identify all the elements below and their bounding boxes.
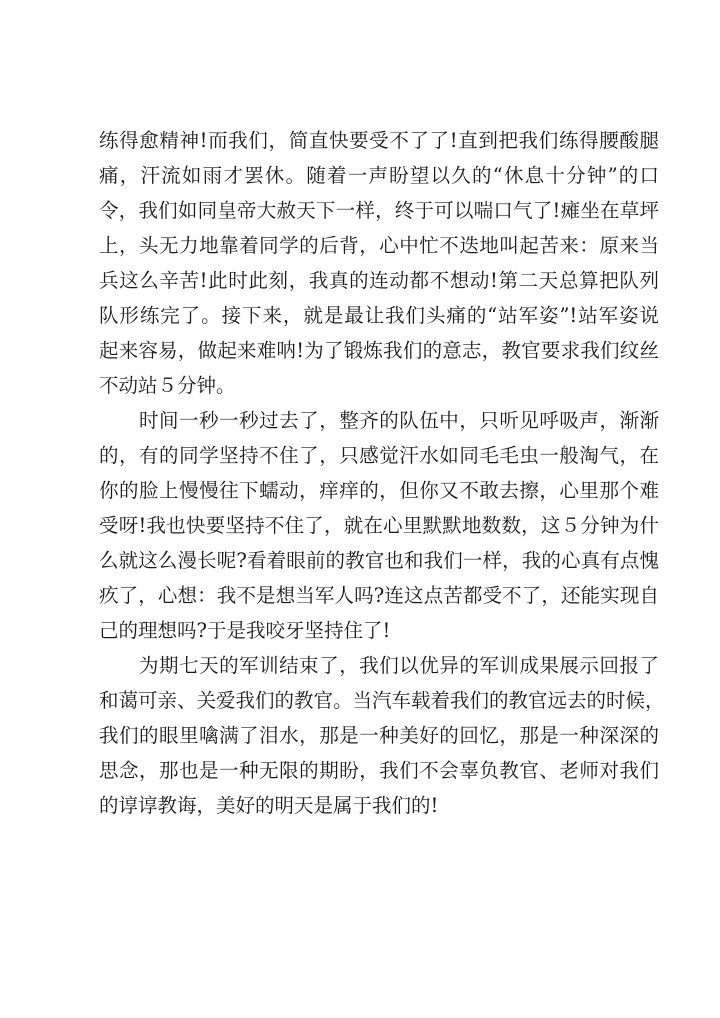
text-line: 么就这么漫长呢?看着眼前的教官也和我们一样，我的心真有点愧 [99, 549, 659, 572]
text-line: 我们的眼里噙满了泪水，那是一种美好的回忆，那是一种深深的 [99, 724, 659, 747]
text-line: 令，我们如同皇帝大赦天下一样，终于可以喘口气了!瘫坐在草坪 [99, 199, 659, 222]
text-line: 受呀!我也快要坚持不住了，就在心里默默地数数，这５分钟为什 [99, 514, 659, 537]
paragraph-3 [99, 648, 665, 823]
text-line: 你的脸上慢慢往下蠕动，痒痒的，但你又不敢去擦，心里那个难 [99, 479, 659, 502]
text-line: 疚了，心想：我不是想当军人吗?连这点苦都受不了，还能实现自 [99, 584, 659, 607]
text-line: 的谆谆教诲，美好的明天是属于我们的! [99, 794, 439, 817]
text-line: 时间一秒一秒过去了，整齐的队伍中，只听见呼吸声，渐渐 [99, 409, 659, 432]
text-line: 不动站５分钟。 [99, 374, 236, 397]
text-line: 起来容易，做起来难呐!为了锻炼我们的意志，教官要求我们纹丝 [99, 339, 659, 362]
text-line: 练得愈精神!而我们，简直快要受不了了!直到把我们练得腰酸腿 [99, 129, 659, 152]
text-line: 为期七天的军训结束了，我们以优异的军训成果展示回报了 [99, 654, 659, 677]
text-line: 兵这么辛苦!此时此刻，我真的连动都不想动!第二天总算把队列 [99, 269, 659, 292]
paragraph-1 [99, 123, 659, 403]
text-line: 和蔼可亲、关爱我们的教官。当汽车载着我们的教官远去的时候， [99, 689, 665, 712]
text-line: 上，头无力地靠着同学的后背，心中忙不迭地叫起苦来：原来当 [99, 234, 659, 257]
text-line: 己的理想吗?于是我咬牙坚持住了! [99, 619, 391, 642]
document-body [99, 123, 665, 823]
text-line: 痛，汗流如雨才罢休。随着一声盼望以久的“休息十分钟”的口 [99, 164, 659, 187]
text-line: 思念，那也是一种无限的期盼，我们不会辜负教官、老师对我们 [99, 759, 659, 782]
text-line: 的，有的同学坚持不住了，只感觉汗水如同毛毛虫一般淘气，在 [99, 444, 659, 467]
text-line: 队形练完了。接下来，就是最让我们头痛的“站军姿”!站军姿说 [99, 304, 659, 327]
paragraph-2 [99, 403, 659, 648]
